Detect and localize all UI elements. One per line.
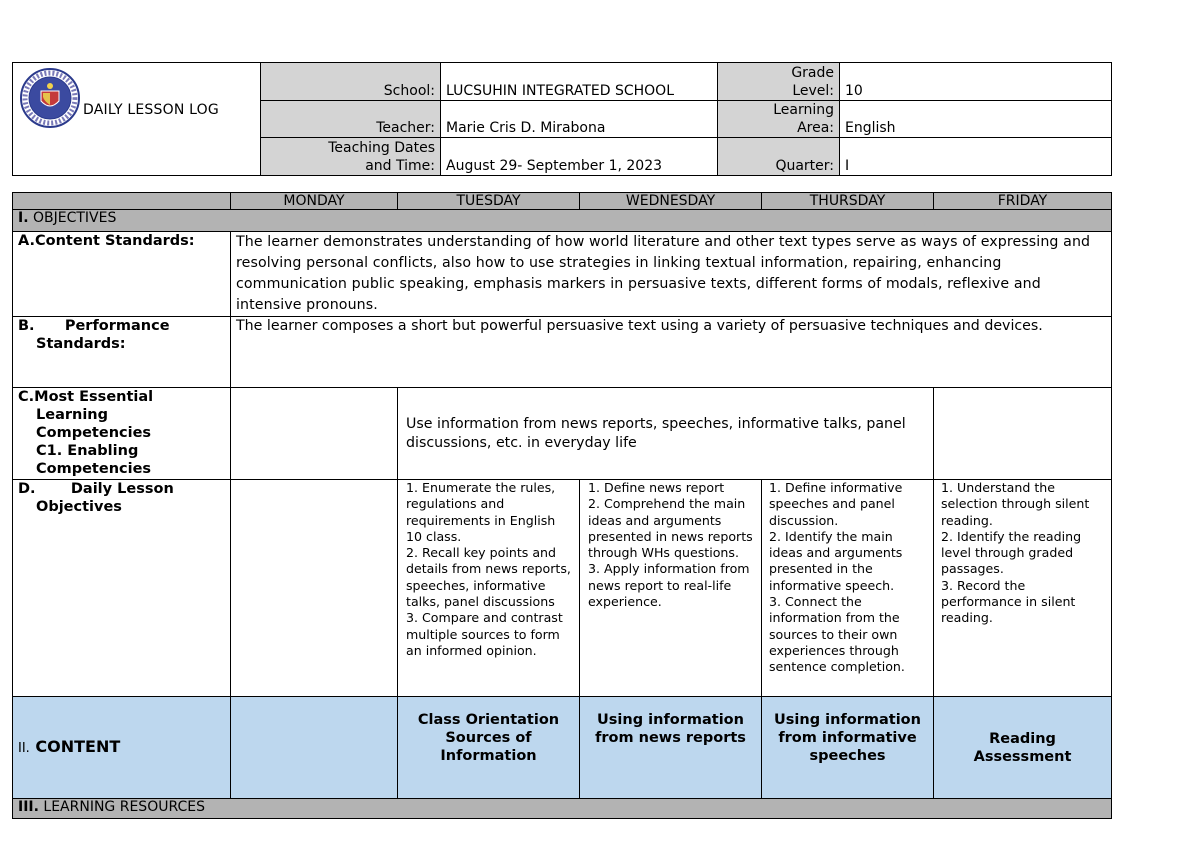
daily-objectives-label: D. Daily Lesson Objectives xyxy=(13,480,231,697)
teaching-dates-value: August 29- September 1, 2023 xyxy=(441,138,718,176)
performance-standards-label: B. Performance Standards: xyxy=(13,317,231,388)
content-friday: Reading Assessment xyxy=(934,697,1112,799)
melc-label: C.Most Essential Learning Competencies C1. Enabling Competencies xyxy=(13,388,231,480)
learning-area-value: English xyxy=(840,101,1112,138)
content-wednesday: Using information from news reports xyxy=(580,697,762,799)
quarter-label: Quarter: xyxy=(718,138,840,176)
day-header-tuesday: TUESDAY xyxy=(398,193,580,210)
content-standards-label: A.Content Standards: xyxy=(13,232,231,317)
content-row xyxy=(13,697,1112,799)
day-header-friday: FRIDAY xyxy=(934,193,1112,210)
performance-standards-text: The learner composes a short but powerful persuasive text using a variety of persuasive techniques and devices. xyxy=(231,317,1112,388)
daily-objectives-tuesday: 1. Enumerate the rules, regulations and requirements in English 10 class. 2. Recall key points and details from news reports, speeches, informative talks, panel discussions 3. Compare and contrast multiple sources to form an informed opinion. xyxy=(398,480,580,697)
content-tuesday: Class Orientation Sources of Information xyxy=(398,697,580,799)
learning-area-label: Learning Area: xyxy=(718,101,840,138)
content-label: II. CONTENT xyxy=(13,697,231,799)
daily-objectives-thursday: 1. Define informative speeches and panel discussion. 2. Identify the main ideas and arguments presented in the informative speech. 3. Connect the information from the sources to their own experiences through sentence completion. xyxy=(762,480,934,697)
quarter-value: I xyxy=(840,138,1112,176)
section-resources-row xyxy=(13,799,1112,819)
content-monday xyxy=(231,697,398,799)
lesson-table xyxy=(12,192,1112,819)
school-value: LUCSUHIN INTEGRATED SCHOOL xyxy=(441,63,718,101)
day-header-wednesday: WEDNESDAY xyxy=(580,193,762,210)
school-label: School: xyxy=(261,63,441,101)
melc-row xyxy=(13,388,1112,480)
melc-monday xyxy=(231,388,398,480)
content-thursday: Using information from informative speeches xyxy=(762,697,934,799)
content-standards-row xyxy=(13,232,1112,317)
section-learning-resources: III. LEARNING RESOURCES xyxy=(13,799,1112,819)
teaching-dates-label: Teaching Dates and Time: xyxy=(261,138,441,176)
daily-lesson-log-title: DAILY LESSON LOG xyxy=(83,102,219,118)
section-objectives: I. OBJECTIVES xyxy=(13,210,1112,232)
grade-level-label: Grade Level: xyxy=(718,63,840,101)
header-title-cell xyxy=(13,63,261,176)
grade-level-value: 10 xyxy=(840,63,1112,101)
teacher-value: Marie Cris D. Mirabona xyxy=(441,101,718,138)
content-standards-text: The learner demonstrates understanding of how world literature and other text types serve as ways of expressing and resolving personal conflicts, also how to use strategies in linking textual information, repairing, enhancing communication public speaking, emphasis markers in persuasive texts, different forms of modals, reflexive and intensive pronouns. xyxy=(231,232,1112,317)
day-header-thursday: THURSDAY xyxy=(762,193,934,210)
teacher-label: Teacher: xyxy=(261,101,441,138)
deped-seal-icon xyxy=(19,67,81,129)
melc-text: Use information from news reports, speeches, informative talks, panel discussions, etc. in everyday life xyxy=(398,388,934,480)
daily-objectives-monday xyxy=(231,480,398,697)
melc-friday xyxy=(934,388,1112,480)
day-header-monday: MONDAY xyxy=(231,193,398,210)
performance-standards-row xyxy=(13,317,1112,388)
section-objectives-row xyxy=(13,210,1112,232)
daily-objectives-wednesday: 1. Define news report 2. Comprehend the main ideas and arguments presented in news reports through WHs questions. 3. Apply information from news report to real-life experience. xyxy=(580,480,762,697)
daily-objectives-row xyxy=(13,480,1112,697)
day-header-row xyxy=(13,193,1112,210)
day-header-blank xyxy=(13,193,231,210)
header-table xyxy=(12,62,1112,176)
daily-objectives-friday: 1. Understand the selection through silent reading. 2. Identify the reading level through graded passages. 3. Record the performance in silent reading. xyxy=(934,480,1112,697)
